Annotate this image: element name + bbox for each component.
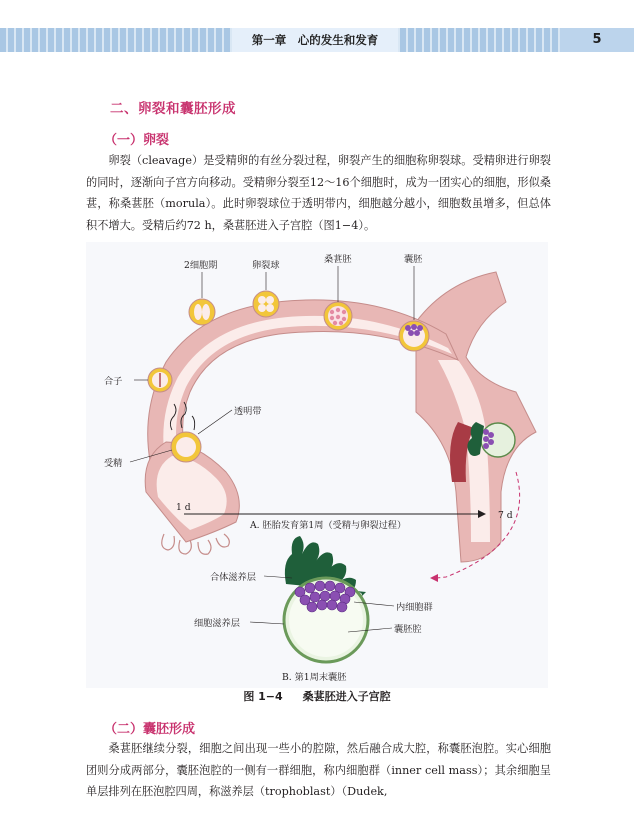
subsection-heading-cleavage: （一）卵裂 bbox=[104, 133, 170, 148]
blastomere-cell bbox=[258, 304, 266, 312]
label-blastomere: 卵裂球 bbox=[252, 260, 280, 271]
blastomere-cell bbox=[266, 304, 274, 312]
paragraph-blastocyst: 桑葚胚继续分裂，细胞之间出现一些小的腔隙，然后融合成大腔，称囊胚泡腔。实心细胞团则分成两部分，囊胚泡腔的一侧有一群细胞，称内细胞群（inner cell mass）；其余细胞呈单层排列在胚泡腔四周，称滋养层（trophoblast）（Dudek, bbox=[86, 742, 551, 798]
chapter-title: 第一章 心的发生和发育 bbox=[232, 28, 398, 52]
caption-number: 图 1−4 bbox=[243, 690, 283, 703]
label-inner-cell-mass: 内细胞群 bbox=[396, 602, 433, 613]
blastomere-cell bbox=[266, 296, 274, 304]
section-heading: 二、卵裂和囊胚形成 bbox=[110, 101, 236, 117]
figure-illustration bbox=[86, 242, 548, 688]
oocyte-cytoplasm bbox=[176, 437, 196, 457]
subsection-heading-blastocyst: （二）囊胚形成 bbox=[104, 722, 196, 737]
blastomere-cell bbox=[258, 296, 266, 304]
caption-text: 桑葚胚进入子宫腔 bbox=[302, 690, 391, 703]
label-day1: 1 d bbox=[176, 502, 191, 513]
figure-1-4 bbox=[86, 242, 548, 688]
label-zona: 透明带 bbox=[234, 406, 262, 417]
label-syncytiotrophoblast: 合体滋养层 bbox=[210, 572, 256, 583]
label-day7: 7 d bbox=[498, 510, 513, 521]
subtitle-a: A. 胚胎发育第1周（受精与卵裂过程） bbox=[250, 520, 407, 531]
label-fertilization: 受精 bbox=[104, 458, 123, 469]
label-two-cell: 2细胞期 bbox=[184, 260, 218, 271]
page-number: 5 bbox=[560, 28, 634, 52]
label-blastocoel: 囊胚腔 bbox=[394, 624, 422, 635]
blastomere-stage bbox=[253, 291, 279, 317]
label-cytotrophoblast: 细胞滋养层 bbox=[194, 618, 240, 629]
page-header bbox=[0, 28, 634, 52]
label-blastocyst: 囊胚 bbox=[404, 254, 423, 265]
figure-caption bbox=[0, 688, 634, 704]
two-cell-right bbox=[202, 304, 210, 320]
two-cell-left bbox=[194, 304, 202, 320]
subtitle-b: B. 第1周末囊胚 bbox=[282, 672, 347, 683]
label-zygote: 合子 bbox=[104, 376, 123, 387]
paragraph-cleavage: 卵裂（cleavage）是受精卵的有丝分裂过程，卵裂产生的细胞称卵裂球。受精卵进行卵裂的同时，逐渐向子宫方向移动。受精卵分裂至12～16个细胞时，成为一团实心的细胞，形似桑葚，称桑葚胚（morula）。此时卵裂球位于透明带内，细胞越分越小，细胞数虽增多，但总体积不增大。受精后约72 h，桑葚胚进入子宫腔（图1−4）。 bbox=[86, 154, 551, 232]
label-morula: 桑葚胚 bbox=[324, 254, 352, 265]
